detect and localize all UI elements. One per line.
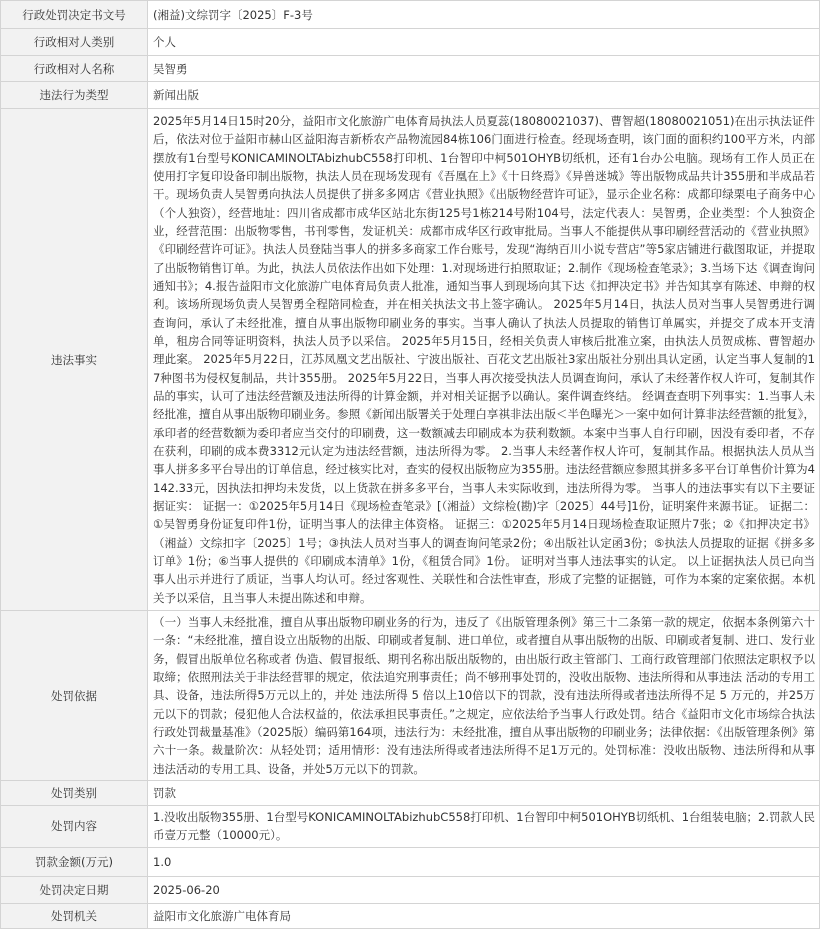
penalty-content-cell: [148, 806, 820, 848]
basis-text: （一）当事人未经批准，擅自从事出版物印刷业务的行为，违反了《出版管理条例》第三十二条第一款的规定，依据本条例第六十一条：“未经批准，擅自设立出版物的出版、印刷或者复制、进口单位，或者擅自从事出版物的出版、印刷或者复制、进口、发行业务，假冒出版单位名称或者 伪造、假冒报纸、期刊名称出版出版物的，由出版行政主管部门、工商行政管理部门依照法定职权予以取缔；依照刑法关于非法经营罪的规定，依法追究刑事责任；尚不够刑事处罚的，没收出版物、违法所得和从事违法 活动的专用工具、设备，违法所得5万元以上的，并处 违法所得 5 倍以上10倍以下的罚款，没有违法所得或者违法所得不足 5 万元的，并25万元以下的罚款；侵犯他人合法权益的，依法承担民事责任。”之规定，应依法给予当事人行政处罚。结合《益阳市文化市场综合执法行政处罚裁量基准》（2025版）编码第164项，违法行为：未经批准，擅自从事出版物的印刷业务；法律依据：《出版管理条例》第六十一条。裁量阶次：从轻处罚；适用情形：没有违法所得或者违法所得不足1万元的。处罚标准：没收出版物、违法所得和从事违法活动的专用工具、设备，并处5万元以下的罚款。: [153, 615, 815, 776]
row-violation-type: [1, 82, 820, 109]
row-penalty-type: [1, 781, 820, 806]
row-party-type: [1, 29, 820, 56]
date-value: 2025-06-20: [148, 876, 820, 903]
penalty-type-value: 罚款: [148, 781, 820, 806]
facts-label: 违法事实: [1, 109, 148, 611]
row-amount: [1, 847, 820, 876]
party-name-value: 吴智勇: [148, 56, 820, 82]
row-penalty-content: [1, 806, 820, 848]
authority-label: 处罚机关: [1, 903, 148, 928]
violation-type-value: 新闻出版: [148, 82, 820, 109]
amount-label: 罚款金额(万元): [1, 847, 148, 876]
decision-no-value: (湘益)文综罚字〔2025〕F-3号: [148, 1, 820, 29]
violation-type-label: 违法行为类型: [1, 82, 148, 109]
amount-value: 1.0: [148, 847, 820, 876]
row-decision-no: [1, 1, 820, 29]
basis-label: 处罚依据: [1, 611, 148, 781]
decision-no-label: 行政处罚决定书文号: [1, 1, 148, 29]
basis-cell: [148, 611, 820, 781]
authority-value: 益阳市文化旅游广电体育局: [148, 903, 820, 928]
facts-cell: [148, 109, 820, 611]
row-date: [1, 876, 820, 903]
party-type-value: 个人: [148, 29, 820, 56]
row-party-name: [1, 56, 820, 82]
row-facts: [1, 109, 820, 611]
row-authority: [1, 903, 820, 928]
date-label: 处罚决定日期: [1, 876, 148, 903]
party-type-label: 行政相对人类别: [1, 29, 148, 56]
penalty-content-text: 1.没收出版物355册、1台型号KONICAMINOLTAbizhubC558打印机、1台智印中柯501OHYB切纸机、1台组装电脑；2.罚款人民币壹万元整（10000元）。: [153, 810, 815, 843]
penalty-type-label: 处罚类别: [1, 781, 148, 806]
party-name-label: 行政相对人名称: [1, 56, 148, 82]
penalty-content-label: 处罚内容: [1, 806, 148, 848]
facts-text: 2025年5月14日15时20分，益阳市文化旅游广电体育局执法人员夏蕊(18080021037)、曹智超(18080021051)在出示执法证件后，依法对位于益阳市赫山区益阳海吉新桥农产品物流园84栋106门面进行检查。经现场查明，该门面的面积约100平方米，内部摆放有1台型号KONICAMINOLTAbizhubC558打印机、1台智印中柯501OHYB切纸机，还有1台办公电脑。现场有工作人员正在使用打字复印设备印制出版物，执法人员在现场发现有《吾凰在上》《十日终焉》《异兽迷城》等出版物成品共计355册和半成品若干。现场负责人吴智勇向执法人员提供了拼多多网店《营业执照》《出版物经营许可证》，显示企业名称：成都印绿栗电子商务中心（个人独资），经营地址：四川省成都市成华区站北东街125号1栋214号附104号，法定代表人：吴智勇，企业类型：个人独资企业，经营范围：出版物零售，书刊零售，发证机关：成都市成华区行政审批局。当事人不能提供从事印刷经营活动的《营业执照》《印刷经营许可证》。执法人员登陆当事人的拼多多商家工作台账号，发现“海纳百川小说专营店”等5家店铺进行截图取证，并提取了出版物销售订单。为此，执法人员依法作出如下处理：1.对现场进行拍照取证；2.制作《现场检查笔录》；3.当场下达《调查询问通知书》；4.报告益阳市文化旅游广电体育局负责人批准，通知当事人到现场向其下达《扣押决定书》并告知其享有陈述、申辩的权利。该场所现场负责人吴智勇全程陪同检查，并在相关执法文书上签字确认。 2025年5月14日，执法人员对当事人吴智勇进行调查询问，承认了未经批准，擅自从事出版物印刷业务的事实。当事人确认了执法人员提取的销售订单属实，并提交了成本开支清单，租房合同等证明资料，执法人员予以采信。 2025年5月15日，经相关负责人审核后批准立案，由执法人员贺成栋、曹智超办理此案。 2025年5月22日，江苏凤凰文艺出版社、宁波出版社、百花文艺出版社3家出版社分别出具认定函，认定当事人复制的17种图书为侵权复制品，共计355册。 2025年5月22日，当事人再次接受执法人员调查询问，承认了未经著作权人许可，复制其作品的事实，认可了违法经营额及违法所得的计算金额，并对相关证据予以确认。案件调查终结。 经调查查明下列事实：1.当事人未经批准，擅自从事出版物印刷业务。参照《新闻出版署关于处理白享祺非法出版＜半色曝光＞一案中如何计算非法经营额的批复》，承印者的经营数额为委印者应当交付的印刷费，这一数额减去印刷成本为获利数额。本案中当事人自行印刷，因没有委印者，不存在获利，印刷的成本费3312元认定为违法经营额，违法所得为零。 2.当事人未经著作权人许可，复制其作品。根据执法人员从当事人拼多多平台导出的订单信息，经过核实比对，查实的侵权出版物应为355册。违法经营额应参照其拼多多平台订单售价计算为4142.33元，因执法扣押均未发货，以上货款在拼多多平台，当事人未实际收到，违法所得为零。 当事人的违法事实有以下主要证据证实： 证据一：①2025年5月14日《现场检查笔录》[（湘益）文综检(勘)字〔2025〕44号]1份，证明案件来源书证。 证据二：①吴智勇身份证复印件1份，证明当事人的法律主体资格。 证据三：①2025年5月14日现场检查取证照片7张；②《扣押决定书》（湘益）文综扣字〔2025〕1号；③执法人员对当事人的调查询问笔录2份；④出版社认定函3份；⑤执法人员提取的证据《拼多多订单》1份；⑥当事人提供的《印刷成本清单》1份，《租赁合同》1份。 证明对当事人违法事实的认定。 以上证据执法人员已向当事人出示并进行了质证，当事人均认可。经过客观性、关联性和合法性审查，形成了完整的证据链，可作为本案的定案依据。本机关予以采信，且当事人未提出陈述和申辩。: [153, 113, 815, 605]
row-basis: [1, 611, 820, 781]
